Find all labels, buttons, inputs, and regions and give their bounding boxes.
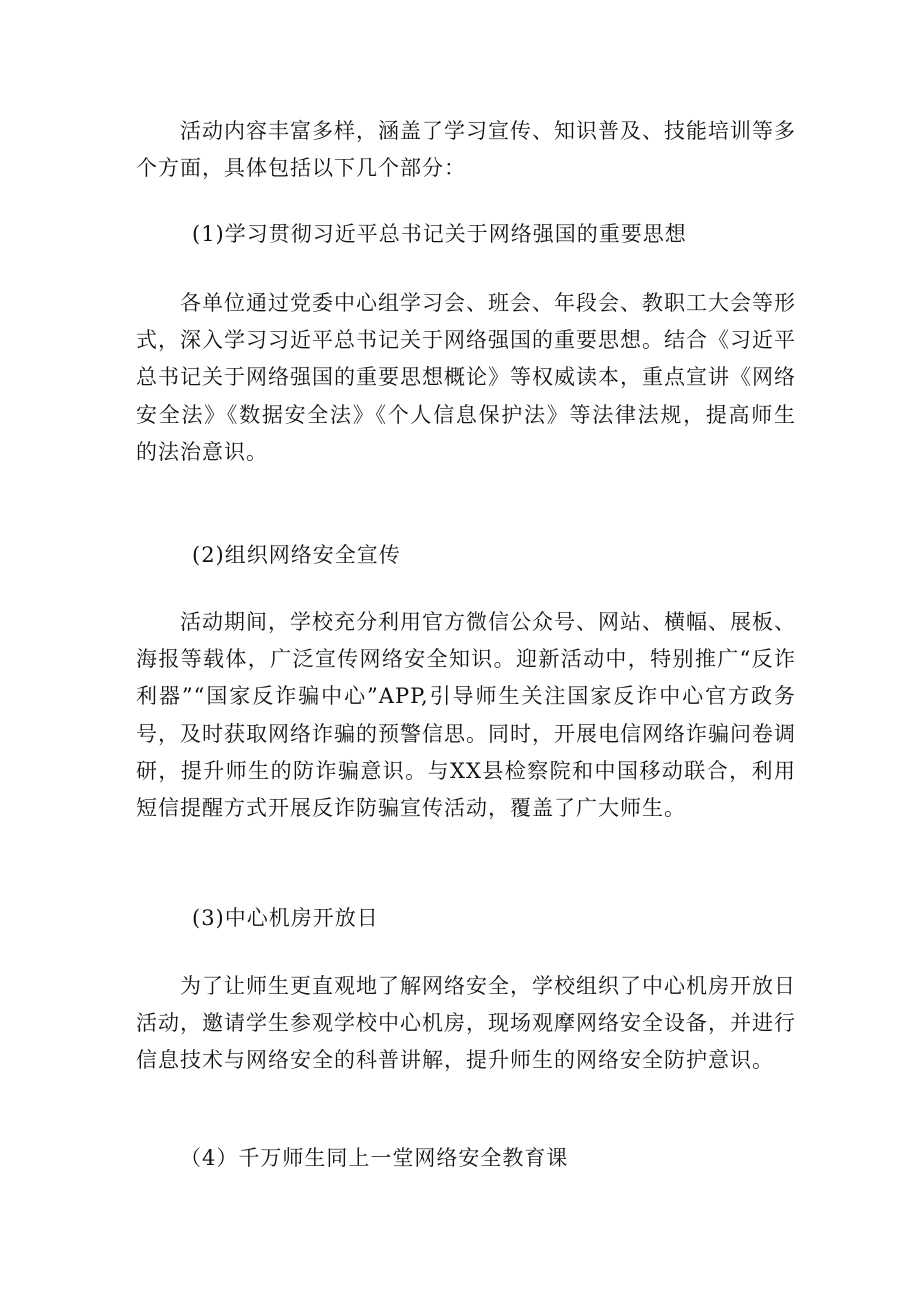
section-1-body: 各单位通过党委中心组学习会、班会、年段会、教职工大会等形式，深入学习习近平总书记关于网络强国的重要思想。结合《习近平总书记关于网络强国的重要思想概论》等权威读本，重点宣讲《网络安全法》《数据安全法》《个人信息保护法》等法律法规，提高师生的法治意识。	[136, 291, 796, 464]
section-2-heading: (2)组织网络安全宣传	[192, 543, 401, 567]
section-2-body: 活动期间，学校充分利用官方微信公众号、网站、横幅、展板、海报等载体，广泛宣传网络安全知识。迎新活动中，特别推广“反诈利器”“国家反诈骗中心”APP,引导师生关注国家反诈中心官方政务号，及时获取网络诈骗的预警信思。同时，开展电信网络诈骗问卷调研，提升师生的防诈骗意识。与XX县检察院和中国移动联合，利用短信提醒方式开展反诈防骗宣传活动，覆盖了广大师生。	[136, 610, 796, 821]
intro-paragraph: 活动内容丰富多样，涵盖了学习宣传、知识普及、技能培训等多个方面，具体包括以下几个部分：	[136, 119, 796, 181]
section-3-heading: (3)中心机房开放日	[192, 906, 379, 930]
section-4-heading: （4）千万师生同上一堂网络安全教育课	[180, 1146, 569, 1170]
section-1-heading: (1)学习贯彻习近平总书记关于网络强国的重要思想	[192, 222, 687, 246]
section-3-body: 为了让师生更直观地了解网络安全，学校组织了中心机房开放日活动，邀请学生参观学校中心机房，现场观摩网络安全设备，并进行信息技术与网络安全的科普讲解，提升师生的网络安全防护意识。	[136, 974, 796, 1073]
